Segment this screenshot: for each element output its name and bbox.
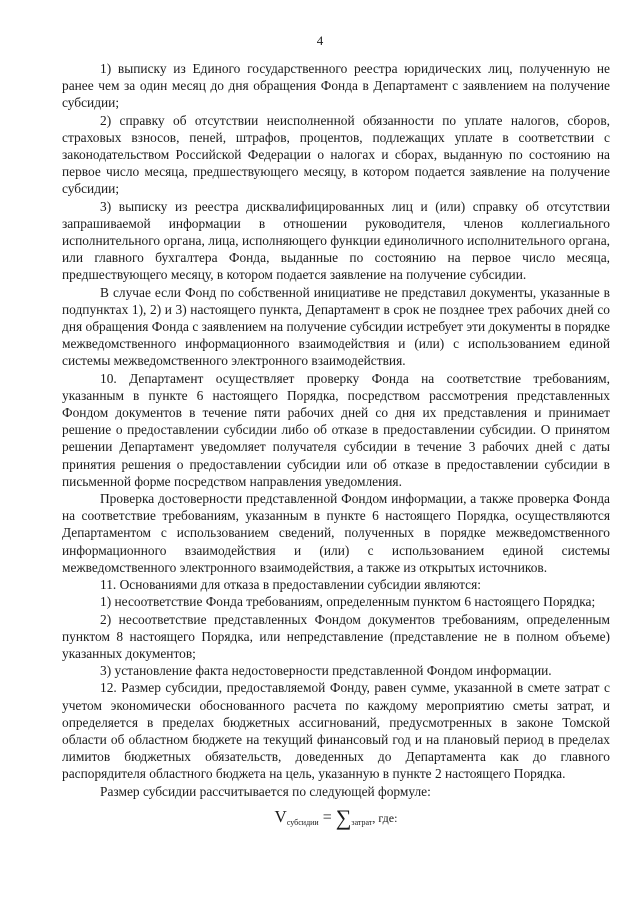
formula-tail: , где:: [372, 810, 398, 825]
paragraph-item-3: 3) выписку из реестра дисквалифицированных лиц и (или) справку об отсутствии запрашиваемой информации в отношении руководителя, членов коллегиального исполнительного органа, лица, исполняющего функции единоличного исполнительного органа, или главного бухгалтера Фонда, выданные по состоянию на первое число месяца, предшествующего месяцу, в котором подается заявление на получение субсидии.: [62, 198, 610, 283]
subsidy-formula: [62, 806, 610, 834]
paragraph-clause-10: 10. Департамент осуществляет проверку Фонда на соответствие требованиям, указанным в пункте 6 настоящего Порядка, посредством рассмотрения представленных Фондом документов в течение пяти рабочих дней со дня их представления и принимает решение о предоставлении субсидии либо об отказе в предоставлении субсидии. О принятом решении Департамент уведомляет получателя субсидии в течение 3 рабочих дней с даты принятия решения о предоставлении субсидии или об отказе в предоставлении субсидии в письменной форме посредством направления уведомления.: [62, 370, 610, 489]
paragraph-verification: Проверка достоверности представленной Фондом информации, а также проверка Фонда на соответствие требованиям, указанным в пункте 6 настоящего Порядка, осуществляются Департаментом с использованием сведений, полученных в порядке межведомственного информационного взаимодействия и (или) с использованием единой системы межведомственного электронного взаимодействия, а также из открытых источников.: [62, 491, 610, 575]
formula-lhs-subscript: субсидии: [286, 817, 319, 827]
formula-sum-subscript: затрат: [351, 817, 373, 827]
paragraph-clause-12: 12. Размер субсидии, предоставляемой Фонду, равен сумме, указанной в смете затрат с учетом экономически обоснованного расчета по каждому мероприятию сметы затрат, и определяется в пределах бюджетных ассигнований, предусмотренных в законе Томской области об областном бюджете на текущий финансовый год и на плановый период в пределах лимитов бюджетных обязательств, доведенных до Департамента как до главного распорядителя областного бюджета на цель, указанную в пункте 2 настоящего Порядка.: [62, 680, 610, 782]
paragraph-clause-11: 11. Основаниями для отказа в предоставлении субсидии являются:: [100, 577, 482, 593]
paragraph-formula-intro: Размер субсидии рассчитывается по следующей формуле:: [100, 783, 431, 799]
formula-lhs: V: [274, 806, 287, 826]
paragraph-item-1: 1) выписку из Единого государственного реестра юридических лиц, полученную не ранее чем за один месяц до дня обращения Фонда в Департамент с заявлением на получение субсидии;: [62, 61, 610, 111]
paragraph-refusal-3: 3) установление факта недостоверности представленной Фондом информации.: [100, 663, 552, 679]
paragraph-missing-documents: В случае если Фонд по собственной инициативе не представил документы, указанные в подпунктах 1), 2) и 3) настоящего пункта, Департамент в срок не позднее трех рабочих дней со дня обращения Фонда с заявлением на получение субсидии истребует эти документы в порядке межведомственного информационного взаимодействия и (или) с использованием единой системы межведомственного электронного взаимодействия.: [62, 284, 610, 369]
formula-equals: =: [322, 808, 332, 826]
paragraph-refusal-2: 2) несоответствие представленных Фондом документов требованиям, определенным пунктом 8 настоящего Порядка, или непредставление (представление не в полном объеме) указанных документов;: [62, 611, 610, 661]
formula-sum-symbol: ∑: [335, 804, 352, 830]
paragraph-item-2: 2) справку об отсутствии неисполненной обязанности по уплате налогов, сборов, страховых взносов, пеней, штрафов, процентов, подлежащих уплате в соответствии с законодательством Российской Федерации о налогах и сборах, выданную по состоянию на первое число месяца, предшествующего месяцу, в котором подается заявление на получение субсидии;: [62, 112, 610, 197]
page-number: 4: [316, 33, 324, 48]
document-body: [62, 60, 610, 834]
paragraph-refusal-1: 1) несоответствие Фонда требованиям, определенным пунктом 6 настоящего Порядка;: [100, 594, 596, 610]
